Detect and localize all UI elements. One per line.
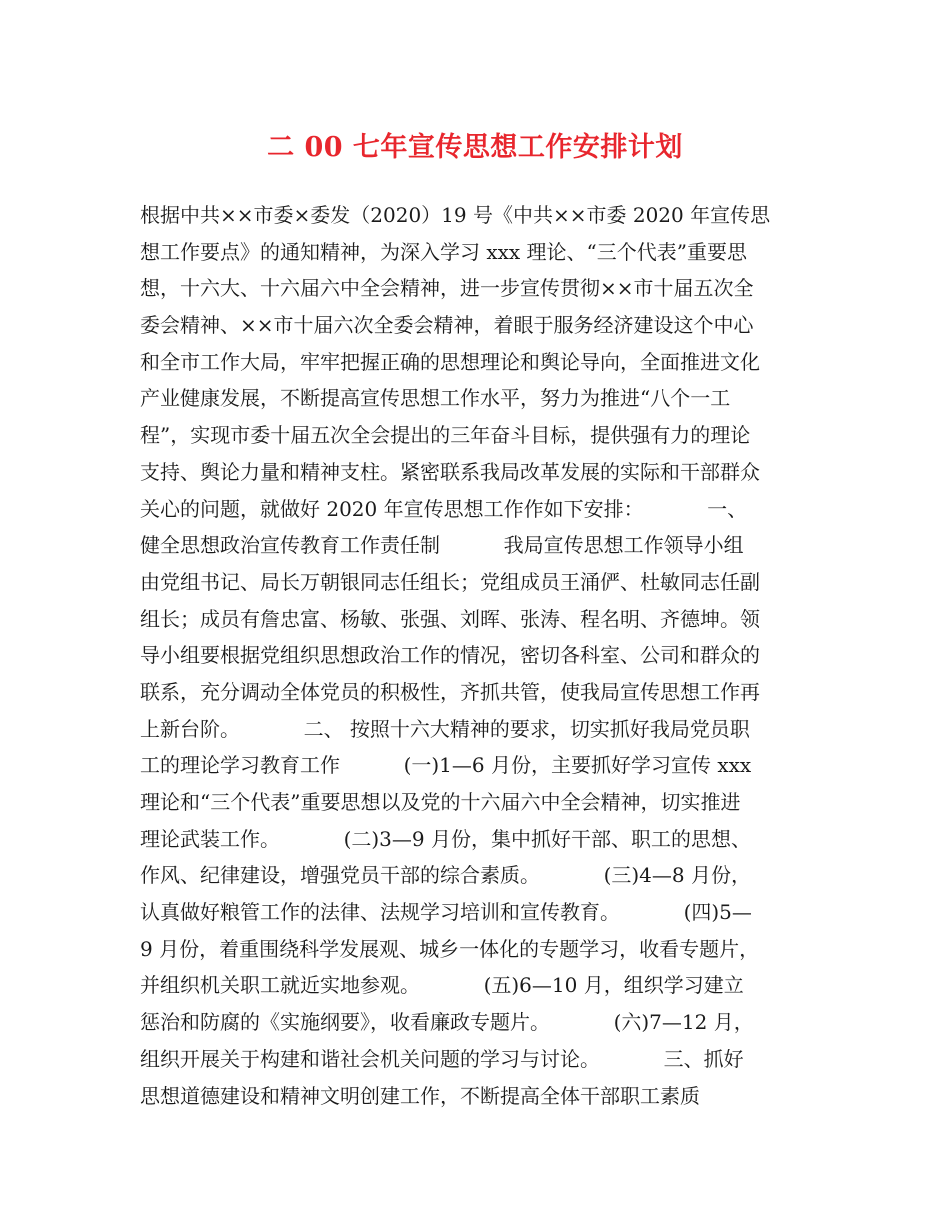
body-line: 上新台阶。 二、 按照十六大精神的要求，切实抓好我局党员职 xyxy=(140,716,750,741)
body-line: 想工作要点》的通知精神，为深入学习 xxx 理论、“三个代表”重要思 xyxy=(140,239,748,264)
body-line: 理论和“三个代表”重要思想以及党的十六届六中全会精神，切实推进 xyxy=(140,790,741,814)
body-line: 委会精神、××市十届六次全委会精神，着眼于服务经济建设这个中心 xyxy=(140,313,754,338)
body-line: 惩治和防腐的《实施纲要》，收看廉政专题片。 (六)7—12 月， xyxy=(140,1010,754,1035)
body-line: 组长；成员有詹忠富、杨敏、张强、刘晖、张涛、程名明、齐德坤。领 xyxy=(140,606,760,631)
body-line: 产业健康发展，不断提高宣传思想工作水平，努力为推进“八个一工 xyxy=(140,386,731,411)
body-line: 程”，实现市委十届五次全会提出的三年奋斗目标，提供强有力的理论 xyxy=(140,423,751,448)
body-line: 认真做好粮管工作的法律、法规学习培训和宣传教育。 (四)5— xyxy=(140,900,752,925)
body-line: 支持、舆论力量和精神支柱。紧密联系我局改革发展的实际和干部群众 xyxy=(140,459,760,484)
body-line: 并组织机关职工就近实地参观。 (五)6—10 月，组织学习建立 xyxy=(140,973,744,998)
body-line: 想，十六大、十六届六中全会精神，进一步宣传贯彻××市十届五次全 xyxy=(140,276,754,301)
body-line: 理论武装工作。 (二)3—9 月份，集中抓好干部、职工的思想、 xyxy=(140,826,751,851)
document-body xyxy=(140,197,810,1114)
body-line: 导小组要根据党组织思想政治工作的情况，密切各科室、公司和群众的 xyxy=(140,643,760,668)
body-line: 健全思想政治宣传教育工作责任制 我局宣传思想工作领导小组 xyxy=(140,533,744,558)
body-line: 作风、纪律建设，增强党员干部的综合素质。 (三)4—8 月份， xyxy=(140,863,751,888)
body-line: 组织开展关于构建和谐社会机关问题的学习与讨论。 三、抓好 xyxy=(140,1046,744,1071)
body-line: 和全市工作大局，牢牢把握正确的思想理论和舆论导向，全面推进文化 xyxy=(140,349,760,374)
body-line: 关心的问题，就做好 2020 年宣传思想工作作如下安排： 一、 xyxy=(140,496,748,521)
body-line: 思想道德建设和精神文明创建工作，不断提高全体干部职工素质 xyxy=(140,1083,700,1108)
body-line: 工的理论学习教育工作 (一)1—6 月份，主要抓好学习宣传 xxx xyxy=(140,753,752,778)
body-line: 9 月份，着重围绕科学发展观、城乡一体化的专题学习，收看专题片， xyxy=(140,936,760,961)
document-title: 二 00 七年宣传思想工作安排计划 xyxy=(267,132,683,163)
body-line: 联系，充分调动全体党员的积极性，齐抓共管，使我局宣传思想工作再 xyxy=(140,679,760,704)
body-line: 根据中共××市委×委发（2020）19 号《中共××市委 2020 年宣传思 xyxy=(140,203,771,227)
body-line: 由党组书记、局长万朝银同志任组长；党组成员王涌俨、杜敏同志任副 xyxy=(140,569,760,594)
